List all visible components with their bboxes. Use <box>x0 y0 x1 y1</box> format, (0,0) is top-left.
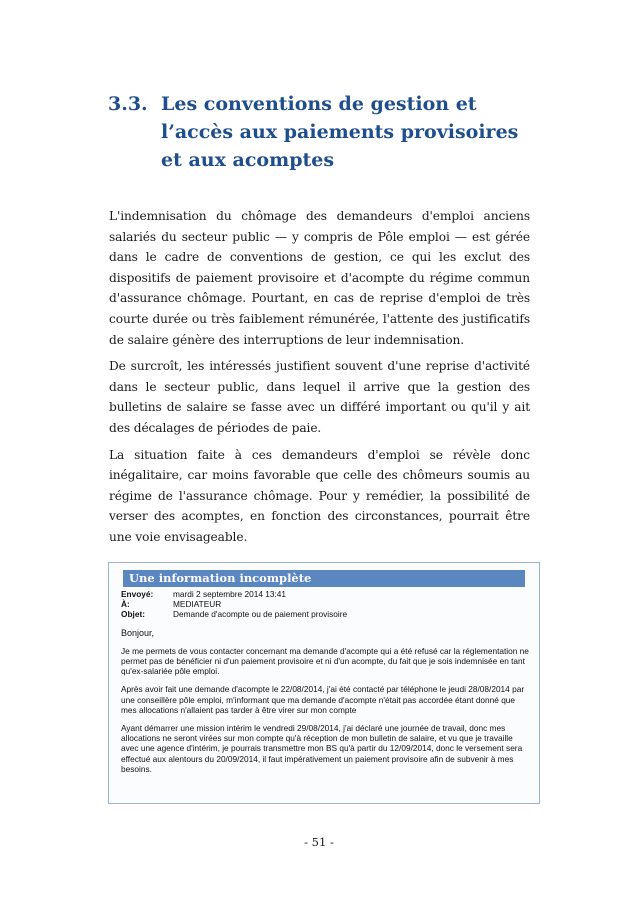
email-greeting: Bonjour, <box>121 627 155 638</box>
email-subject-label: Objet: <box>121 609 145 620</box>
email-sent-row <box>121 589 529 599</box>
email-paragraph: Je me permets de vous contacter concernant ma demande d'acompte qui a été refusé car la réglementation ne permet pas de bénéficier ni d'un paiement provisoire et ni d'un acompte, du fait que je sois indemnisée en tant qu'ex-salariée pôle emploi. <box>121 645 529 677</box>
body-text <box>109 206 530 554</box>
email-to-row <box>121 599 529 609</box>
paragraph: De surcroît, les intéressés justifient souvent d'une reprise d'activité dans le secteur public, dans lequel il arrive que la gestion des bulletins de salaire se fasse avec un différé important ou qu'il y ait des décalages de périodes de paie. <box>109 359 530 435</box>
email-excerpt-box <box>108 562 540 804</box>
page-number: - 51 - <box>304 835 334 849</box>
email-sent-label: Envoyé: <box>121 589 154 599</box>
email-paragraph: Ayant démarrer une mission intérim le vendredi 29/08/2014, j'ai déclaré une journée de travail, donc mes allocations ne seront virées sur mon compte qu'à réception de mon bulletin de salaire, et vu que je travaille avec une agence d'intérim, je pourrais transmettre mon BS qu'à partir du 12/09/2014, donc le versement sera effectué aux alentours du 20/09/2014, il faut impérativement un paiement provisoire afin de subvenir à mes besoins. <box>121 723 523 774</box>
section-number: 3.3. <box>108 93 148 115</box>
paragraph: L'indemnisation du chômage des demandeurs d'emploi anciens salariés du secteur public — y compris de Pôle emploi — est gérée dans le cadre de conventions de gestion, ce qui les exclut des dispositifs de paiement provisoire et d'acompte du régime commun d'assurance chômage. Pourtant, en cas de reprise d'emploi de très courte durée ou très faiblement rémunérée, l'attente des justificatifs de salaire génère des interruptions de leur indemnisation. <box>109 209 530 347</box>
email-to-label: À: <box>121 599 130 610</box>
email-paragraph: Après avoir fait une demande d'acompte le 22/08/2014, j'ai été contacté par téléphone le jeudi 28/08/2014 par une conseillère pôle emploi, m'informant que ma demande d'acompte n'était pas accordée étant donné que mes allocations n'allaient pas tarder à être virer sur mon compte <box>121 684 525 715</box>
section-title: Les conventions de gestion et l’accès aux paiements provisoires et aux acomptes <box>161 93 519 171</box>
box-title: Une information incomplète <box>123 570 525 587</box>
email-sent-value: mardi 2 septembre 2014 13:41 <box>173 589 287 599</box>
email-to-value: MEDIATEUR <box>173 599 222 610</box>
paragraph: La situation faite à ces demandeurs d'emploi se révèle donc inégalitaire, car moins favorable que celle des chômeurs soumis au régime de l'assurance chômage. Pour y remédier, la possibilité de verser des acomptes, en fonction des circonstances, pourrait être une voie envisageable. <box>109 447 530 544</box>
email-screenshot <box>121 589 529 774</box>
email-subject-row <box>121 609 529 619</box>
email-subject-value: Demande d'acompte ou de paiement provisoire <box>173 609 348 620</box>
